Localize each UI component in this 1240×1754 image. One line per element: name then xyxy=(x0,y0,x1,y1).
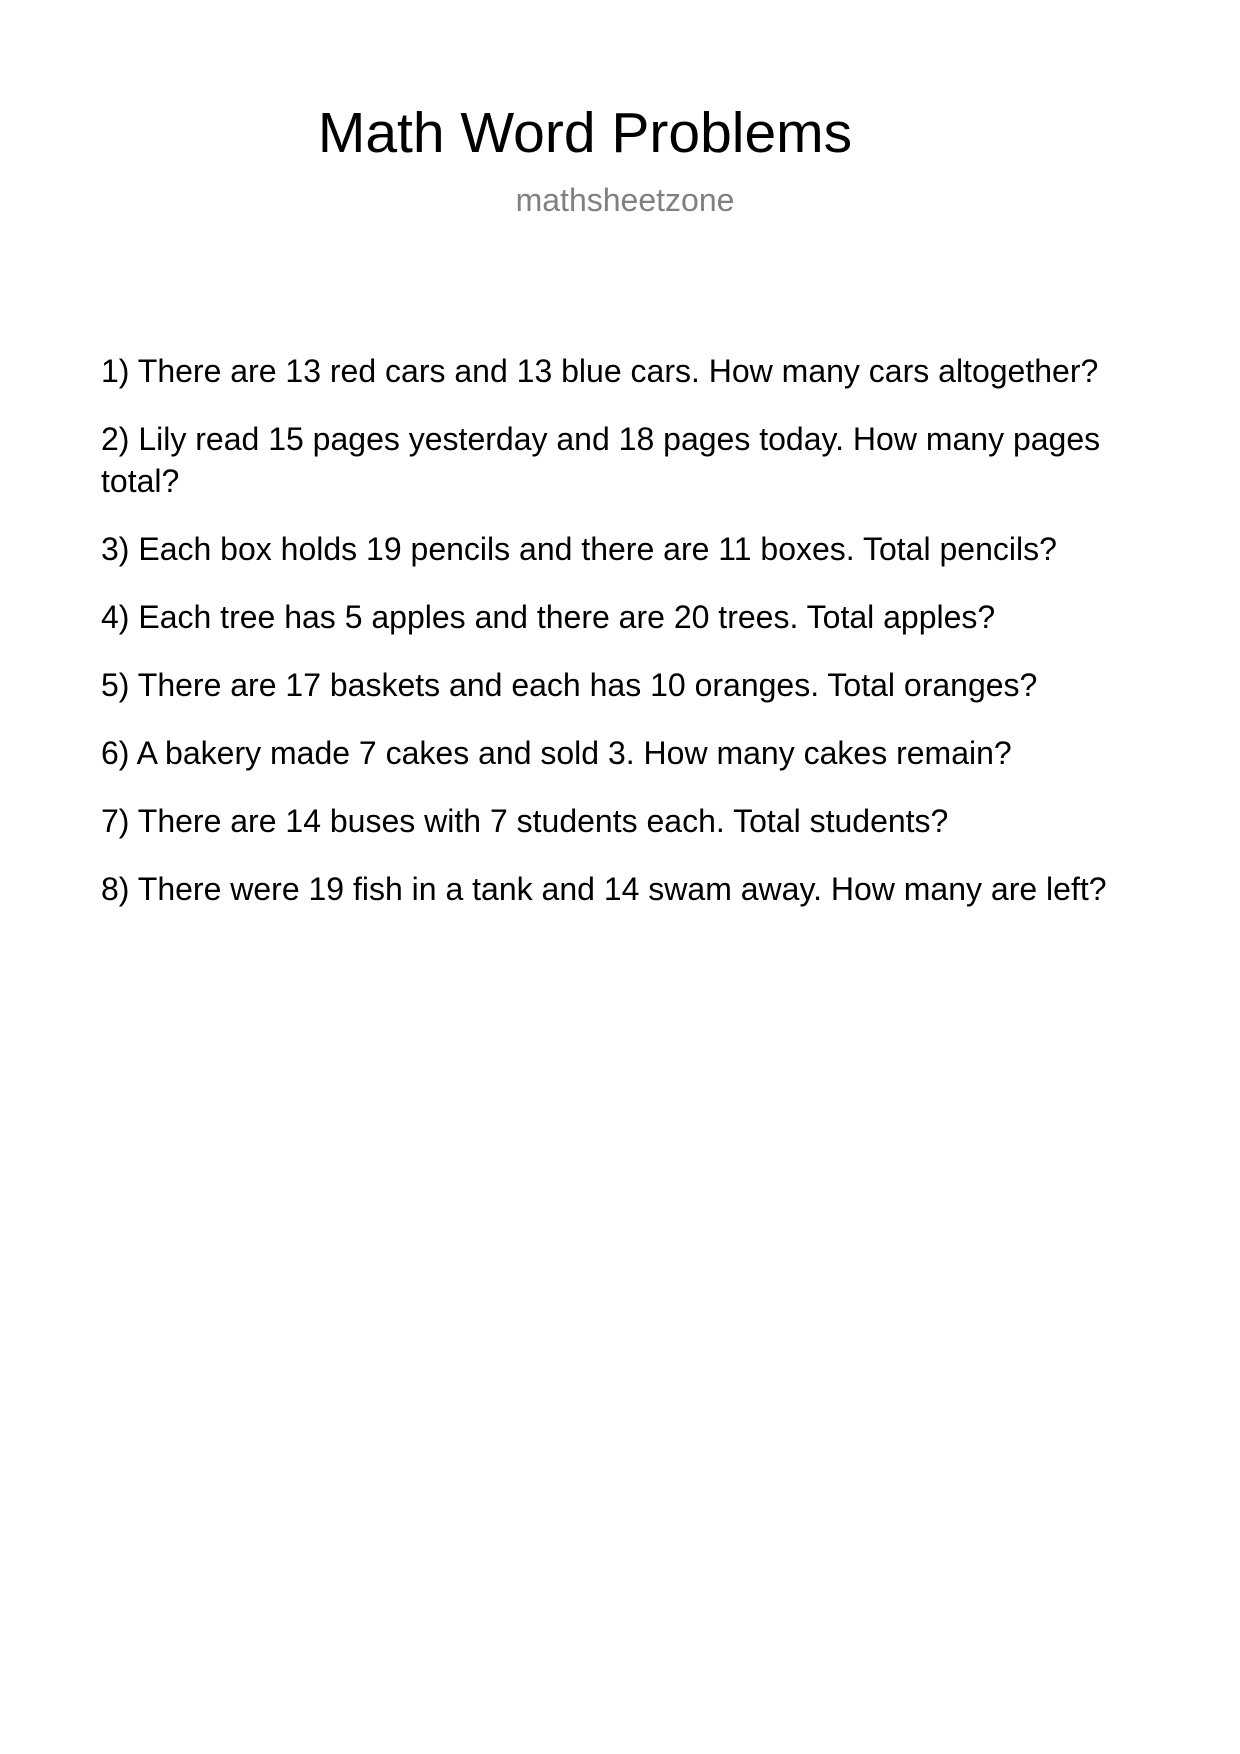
problem-4: 4) Each tree has 5 apples and there are 20 trees. Total apples? xyxy=(101,599,996,635)
problem-8: 8) There were 19 fish in a tank and 14 swam away. How many are left? xyxy=(101,871,1107,907)
problem-list xyxy=(101,350,1146,936)
page-title: Math Word Problems xyxy=(317,101,853,165)
problem-2: 2) Lily read 15 pages yesterday and 18 pages today. How many pages total? xyxy=(101,421,1101,499)
problem-6: 6) A bakery made 7 cakes and sold 3. How many cakes remain? xyxy=(101,735,1012,771)
problem-7: 7) There are 14 buses with 7 students each. Total students? xyxy=(101,803,949,839)
problem-5: 5) There are 17 baskets and each has 10 oranges. Total oranges? xyxy=(101,667,1038,703)
problem-1: 1) There are 13 red cars and 13 blue cars. How many cars altogether? xyxy=(101,353,1099,389)
problem-3: 3) Each box holds 19 pencils and there are 11 boxes. Total pencils? xyxy=(101,531,1057,567)
page-subtitle: mathsheetzone xyxy=(515,182,735,218)
